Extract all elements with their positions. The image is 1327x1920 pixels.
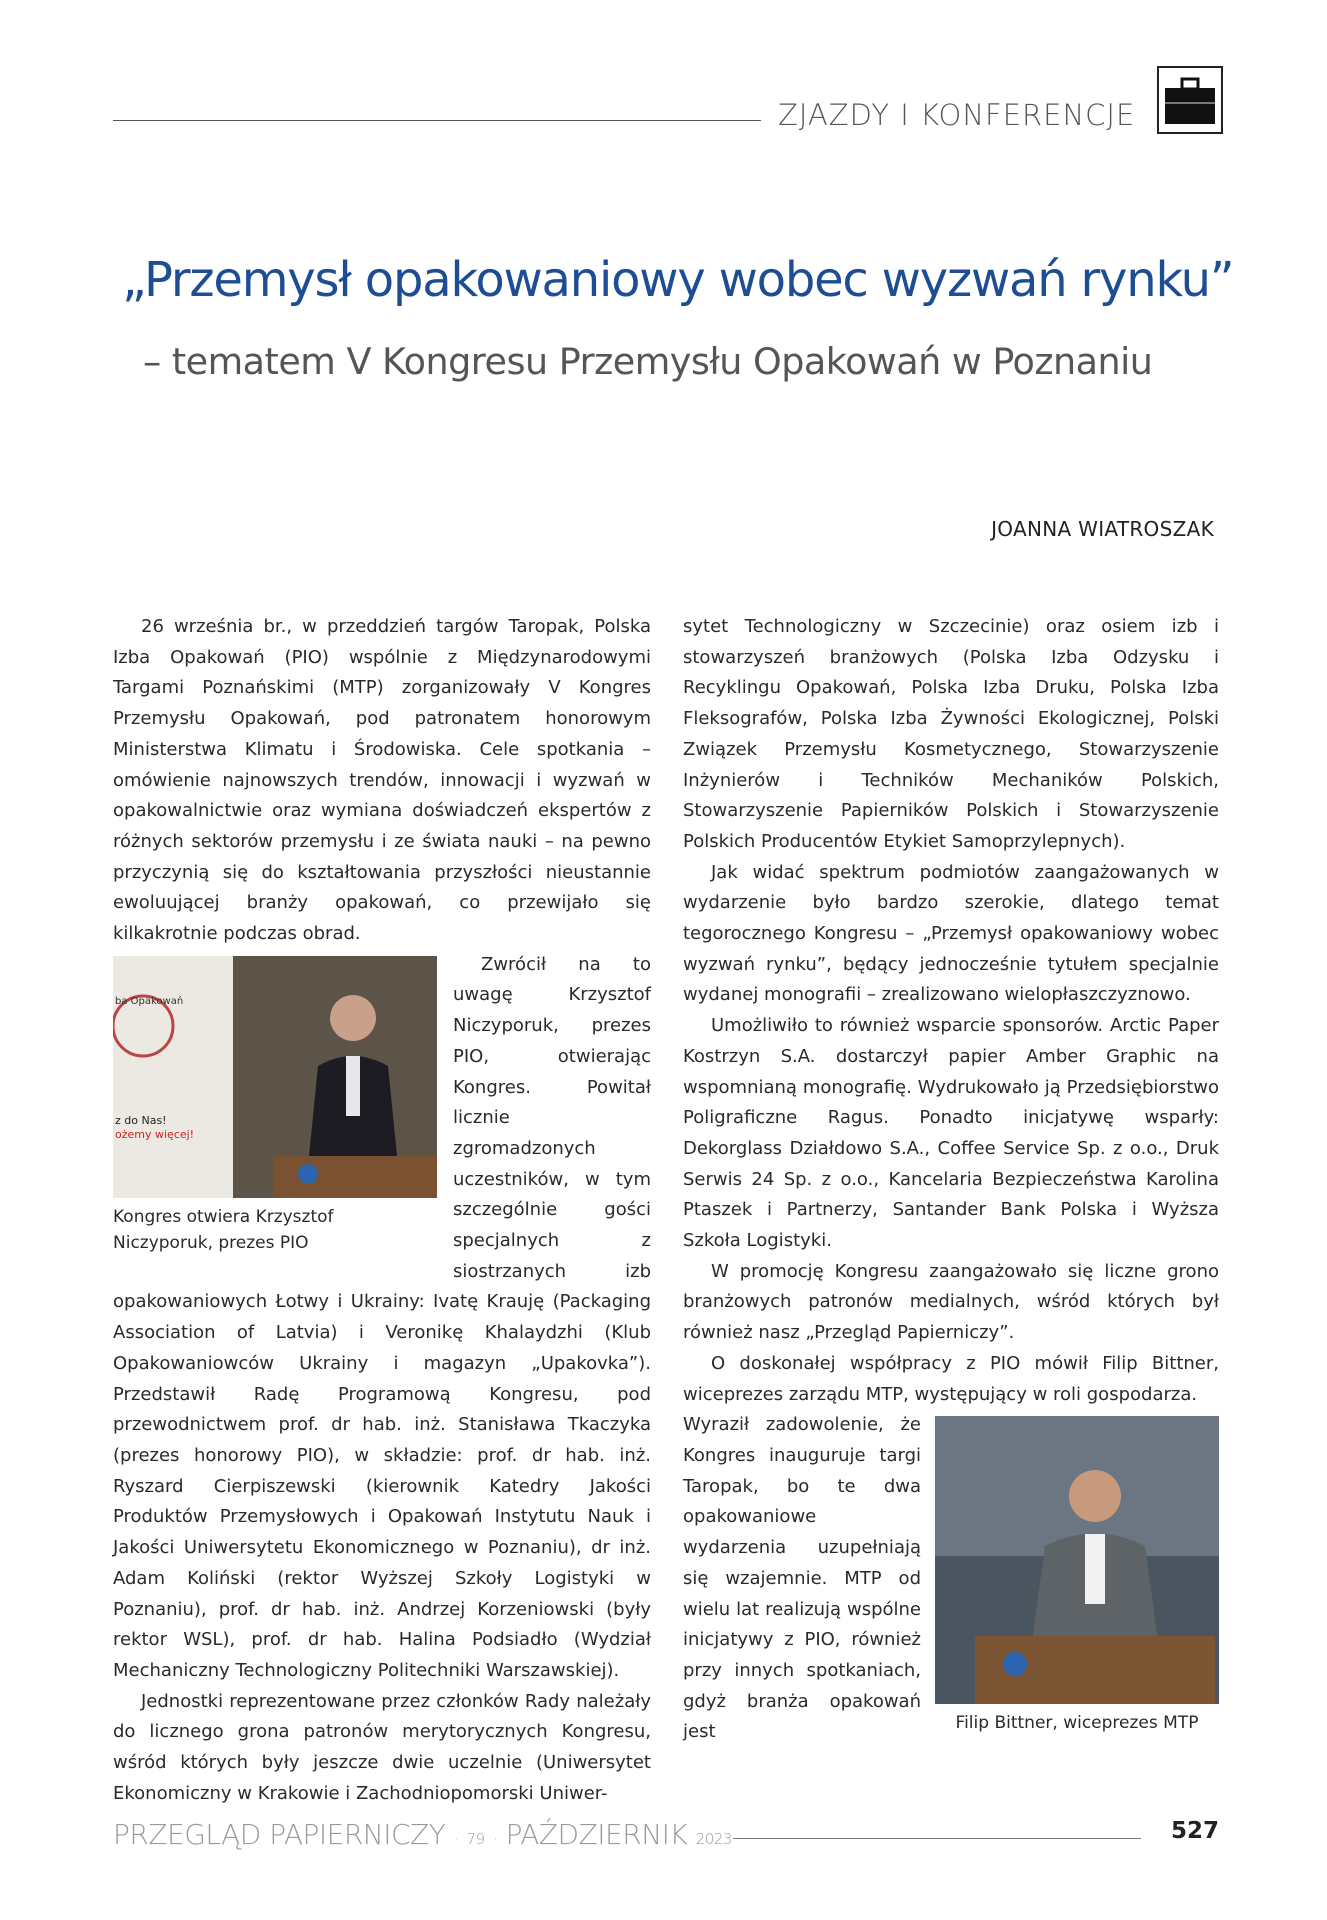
- issue-month: PAŹDZIERNIK: [505, 1818, 688, 1851]
- footer-separator: ·: [453, 1830, 459, 1848]
- banner-text: z do Nas!: [115, 1113, 167, 1127]
- footer-separator: ·: [492, 1830, 498, 1848]
- briefcase-icon: [1157, 66, 1223, 134]
- photo-bittner: [935, 1416, 1219, 1704]
- paragraph: Zwrócił na to uwagę Krzysztof Niczyporuk, prezes PIO, otwierając Kongres. Powitał licznie zgromadzonych uczestników, w tym szczególnie gości specjalnych z siostrzanych izb opakowaniowych Łotwy i Ukrainy: Ivatę Krauję (Packaging Association of Latvia) i Veronikę Khalaydzhi (Klub Opakowaniowców Ukrainy i magazyn „Upakovka”). Przedstawił Radę Programową Kongresu, pod przewodnictwem prof. dr hab. inż. Stanisława Tkaczyka (prezes honorowy PIO), w składzie: prof. dr hab. inż. Ryszard Cierpiszewski (kierownik Katedry Jakości Produktów Przemysłowych i Opakowań Instytutu Nauk i Jakości Uniwersytetu Ekonomicznego w Poznaniu), dr inż. Adam Koliński (rektor Wyższej Szkoły Logistyki w Poznaniu), prof. dr hab. inż. Andrzej Korzeniowski (były rektor WSL), prof. dr hab. Halina Podsiadło (Wydział Mechaniczny Technologiczny Politechniki Warszawskiej).: [113, 953, 651, 1681]
- article-title: „Przemysł opakowaniowy wobec wyzwań rynku”: [122, 252, 1234, 308]
- photo-niczyporuk: [113, 956, 437, 1198]
- author-name: JOANNA WIATROSZAK: [991, 517, 1214, 541]
- issue-year: 2023: [695, 1830, 732, 1848]
- figure-caption: Kongres otwiera Krzysztof Niczyporuk, prezes PIO: [113, 1206, 334, 1253]
- journal-name: PRZEGLĄD PAPIERNICZY: [113, 1818, 446, 1851]
- column-left: [113, 612, 651, 1809]
- section-title: ZJAZDY I KONFERENCJE: [778, 98, 1136, 132]
- paragraph: sytet Technologiczny w Szczecinie) oraz osiem izb i stowarzyszeń branżowych (Polska Izba Odzysku i Recyklingu Opakowań, Polska Izba Druku, Polska Izba Fleksografów, Polska Izba Żywności Ekologicznej, Polski Związek Przemysłu Kosmetycznego, Stowarzyszenie Inżynierów i Techników Mechaników Polskich, Stowarzyszenie Papierników Polskich i Stowarzyszenie Polskich Producentów Etykiet Samoprzylepnych).: [683, 616, 1219, 852]
- paragraph: Umożliwiło to również wsparcie sponsorów. Arctic Paper Kostrzyn S.A. dostarczył papier Amber Graphic na wspomnianą monografię. Wydrukowało ją Przedsiębiorstwo Poligraficzne Ragus. Ponadto inicjatywę wsparły: Dekorglass Działdowo S.A., Coffee Service Sp. z o.o., Druk Serwis 24 Sp. z o.o., Kancelaria Bezpieczeństwa Karolina Ptaszek i Partnerzy, Santander Bank Polska i Wyższa Szkoła Logistyki.: [683, 1015, 1219, 1252]
- paragraph: Jak widać spektrum podmiotów zaangażowanych w wydarzenie było bardzo szerokie, dlatego temat tegorocznego Kongresu – „Przemysł opakowaniowy wobec wyzwań rynku”, będący jednocześnie tytułem specjalnie wydanej monografii – zrealizowano wielopłaszczyznowo.: [683, 861, 1219, 1006]
- banner-text: ba Opakowań: [115, 995, 184, 1007]
- figure-caption: Filip Bittner, wiceprezes MTP: [955, 1713, 1199, 1734]
- article-subtitle: – tematem V Kongresu Przemysłu Opakowań w Poznaniu: [143, 340, 1153, 383]
- figure-bittner: [935, 1416, 1219, 1736]
- paragraph: Jednostki reprezentowane przez członków Rady należały do licznego grona patronów merytorycznych Kongresu, wśród których były jeszcze dwie uczelnie (Uniwersytet Ekonomiczny w Krakowie i Zachodniopomorski Uniwer-: [113, 1690, 651, 1804]
- page-number: 527: [1170, 1818, 1219, 1844]
- column-right: [683, 612, 1219, 1748]
- paragraph: O doskonałej współpracy z PIO mówił Filip Bittner, wiceprezes zarządu MTP, występujący w roli gospodarza.: [683, 1352, 1219, 1405]
- banner-text: ożemy więcej!: [115, 1127, 195, 1141]
- paragraph: W promocję Kongresu zaangażowało się liczne grono branżowych patronów medialnych, wśród których był również nasz „Przegląd Papierniczy”.: [683, 1260, 1219, 1344]
- paragraph: 26 września br., w przeddzień targów Taropak, Polska Izba Opakowań (PIO) wspólnie z Międzynarodowymi Targami Poznańskimi (MTP) zorganizowały V Kongres Przemysłu Opakowań, pod patronatem honorowym Ministerstwa Klimatu i Środowiska. Cele spotkania – omówienie najnowszych trendów, innowacji i wyzwań w opakowalnictwie oraz wymiana doświadczeń ekspertów z różnych sektorów przemysłu i ze świata nauki – na pewno przyczynią się do kształtowania przyszłości nieustannie ewoluującej branży opakowań, co przewijało się kilkakrotnie podczas obrad.: [113, 616, 651, 945]
- footer-journal: [113, 1818, 732, 1851]
- figure-niczyporuk: [113, 956, 437, 1256]
- paragraph: Wyraził zadowolenie, że Kongres inauguruje targi Taropak, bo te dwa opakowaniowe wydarzenia uzupełniają się wzajemnie. MTP od wielu lat realizują wspólne inicjatywy z PIO, również przy innych spotkaniach, gdyż branża opakowań jest: [683, 1414, 921, 1743]
- volume-number: 79: [466, 1830, 485, 1848]
- header-rule: [113, 120, 761, 121]
- footer-rule: [733, 1838, 1141, 1839]
